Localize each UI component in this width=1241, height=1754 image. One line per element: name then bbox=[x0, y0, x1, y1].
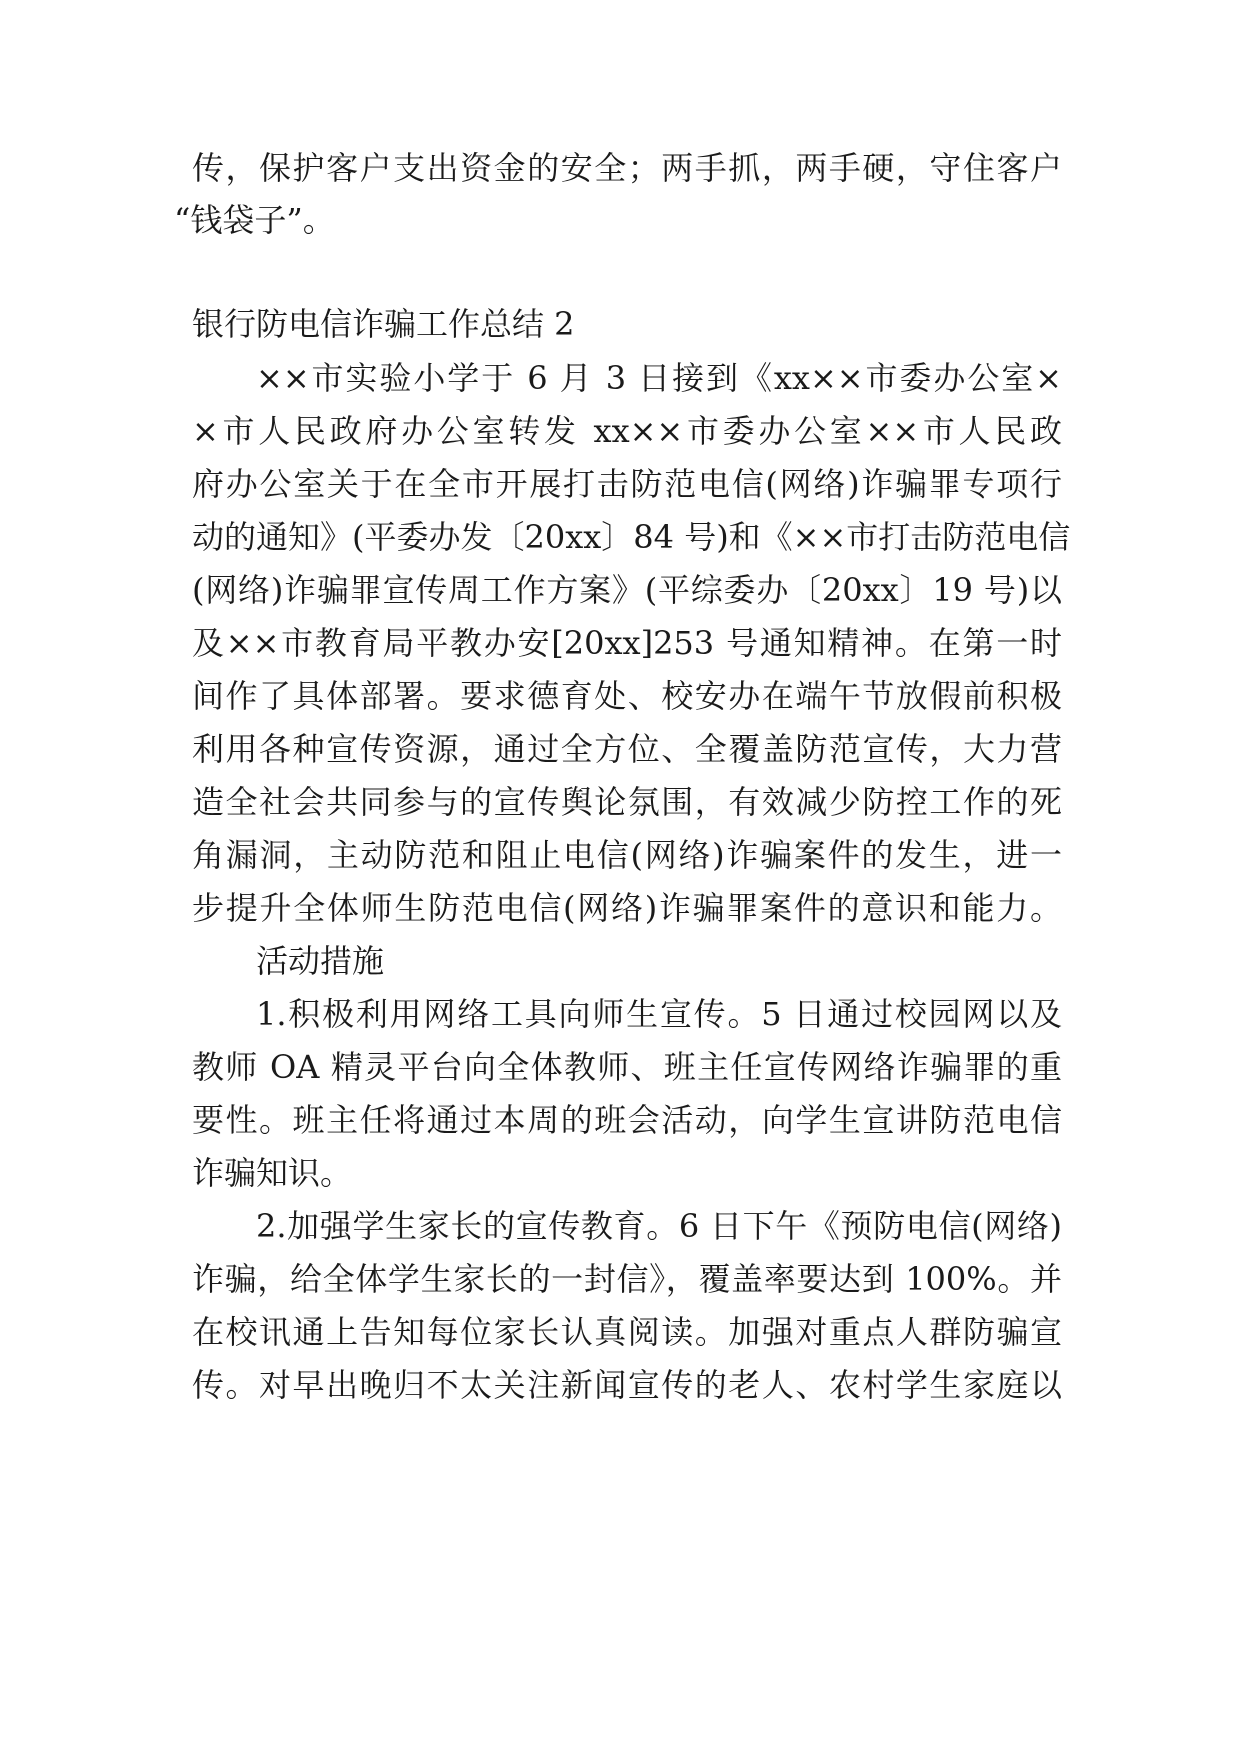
item2-line: 2.加强学生家长的宣传教育。6 日下午《预防电信(网络) bbox=[256, 1207, 1062, 1245]
paragraph-line: 角漏洞，主动防范和阻止电信(网络)诈骗案件的发生，进一 bbox=[192, 836, 1062, 874]
paragraph-line: ××市实验小学于 6 月 3 日接到《xx××市委办公室× bbox=[256, 359, 1062, 397]
intro-line-1: 传，保护客户支出资金的安全；两手抓，两手硬，守住客户 bbox=[192, 149, 1062, 187]
paragraph-line: 利用各种宣传资源，通过全方位、全覆盖防范宣传，大力营 bbox=[192, 730, 1062, 768]
item2-line: 在校讯通上告知每位家长认真阅读。加强对重点人群防骗宣 bbox=[192, 1313, 1062, 1351]
subheading: 活动措施 bbox=[256, 942, 385, 980]
item1-line: 1.积极利用网络工具向师生宣传。5 日通过校园网以及 bbox=[256, 995, 1062, 1033]
section-title: 银行防电信诈骗工作总结 2 bbox=[192, 305, 575, 343]
item2-line: 诈骗，给全体学生家长的一封信》，覆盖率要达到 100%。并 bbox=[192, 1260, 1062, 1298]
paragraph-line: 府办公室关于在全市开展打击防范电信(网络)诈骗罪专项行 bbox=[192, 465, 1062, 503]
item1-line: 诈骗知识。 bbox=[192, 1154, 353, 1192]
paragraph-line: (网络)诈骗罪宣传周工作方案》(平综委办〔20xx〕19 号)以 bbox=[192, 571, 1062, 609]
paragraph-line: 步提升全体师生防范电信(网络)诈骗罪案件的意识和能力。 bbox=[192, 889, 1062, 927]
item1-line: 教师 OA 精灵平台向全体教师、班主任宣传网络诈骗罪的重 bbox=[192, 1048, 1062, 1086]
paragraph-line: 及××市教育局平教办安[20xx]253 号通知精神。在第一时 bbox=[192, 624, 1062, 662]
paragraph-line: ×市人民政府办公室转发 xx××市委办公室××市人民政 bbox=[192, 412, 1062, 450]
intro-line-2: “钱袋子”。 bbox=[174, 201, 335, 239]
item1-line: 要性。班主任将通过本周的班会活动，向学生宣讲防范电信 bbox=[192, 1101, 1062, 1139]
paragraph-line: 造全社会共同参与的宣传舆论氛围，有效减少防控工作的死 bbox=[192, 783, 1062, 821]
paragraph-line: 间作了具体部署。要求德育处、校安办在端午节放假前积极 bbox=[192, 677, 1062, 715]
paragraph-line: 动的通知》(平委办发〔20xx〕84 号)和《××市打击防范电信 bbox=[192, 518, 1071, 556]
item2-line: 传。对早出晚归不太关注新闻宣传的老人、农村学生家庭以 bbox=[192, 1366, 1062, 1404]
